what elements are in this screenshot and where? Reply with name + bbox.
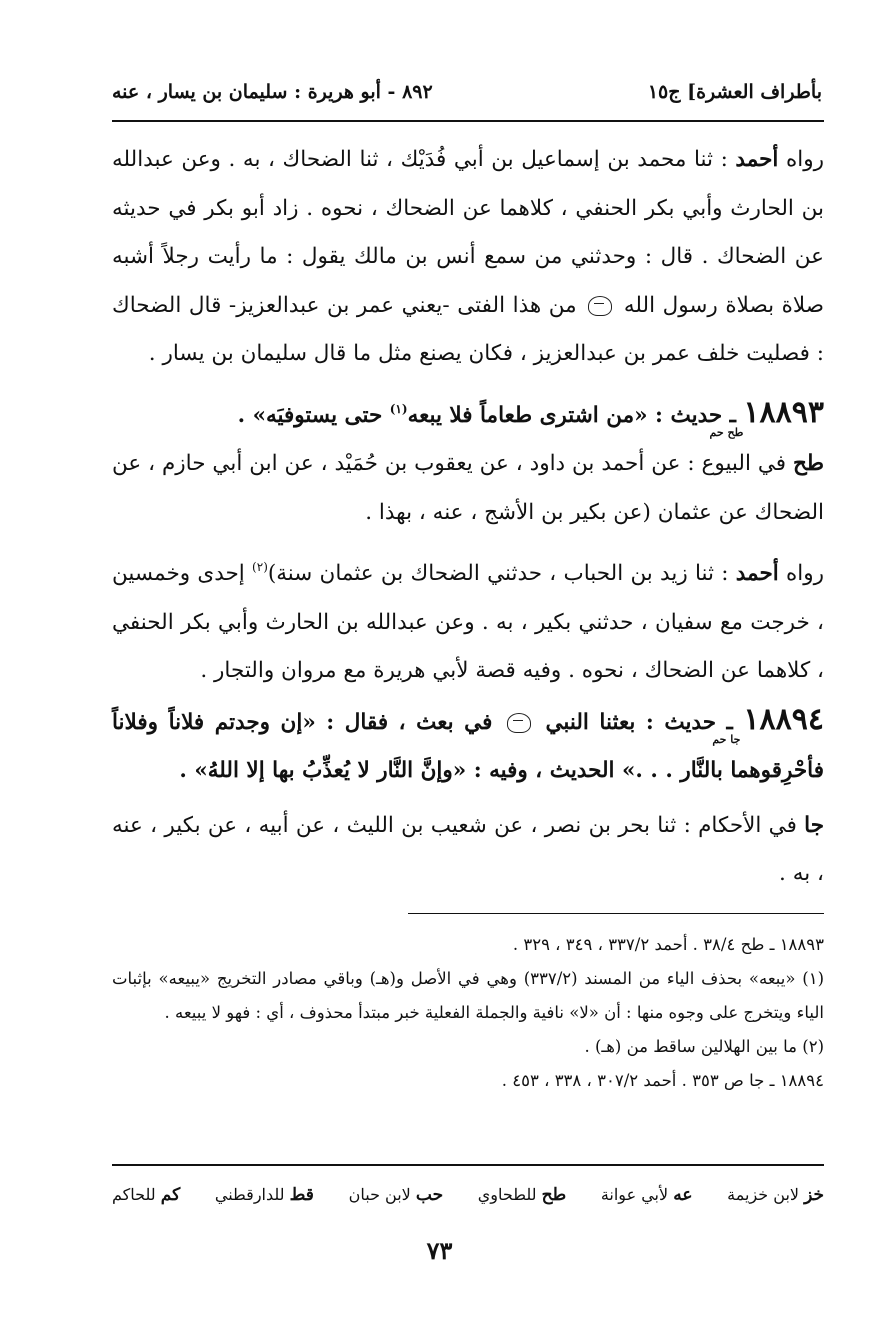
abbrev-item: خز لابن خزيمة (727, 1185, 824, 1205)
footnote-mark-2: (٢) (252, 560, 268, 574)
footnote-ref-18893: ١٨٨٩٣ ـ طح ٣٨/٤ . أحمد ٣٣٧/٢ ، ٣٤٩ ، ٣٢٩ . (512, 935, 824, 954)
running-head-title: بأطراف العشرة] ج١٥ (647, 81, 822, 103)
hadith-number: ١٨٨٩٣ (743, 394, 824, 430)
running-head-section: ٨٩٢ - أبو هريرة : سليمان بن يسار ، عنه (112, 81, 433, 103)
paragraph-ahmad-1: رواه أحمد : ثنا محمد بن إسماعيل بن أبي فُدَيْك ، ثنا الضحاك ، به . وعن عبدالله بن الحارث وأبي بكر الحنفي ، كلاهما عن الضحاك ، نحوه . زاد أبو بكر في حديثه عن الضحاك . قال : وحدثني من سمع أنس بن مالك يقول : ما رأيت رجلاً أشبه صلاة بصلاة رسول الله من هذا الفتى -يعني عمر بن عبدالعزيز- قال الضحاك : فصليت خلف عمر بن عبدالعزيز ، فكان يصنع مثل ما قال سليمان بن يسار . (112, 147, 825, 366)
paragraph-ahmad-2: رواه أحمد : ثنا زيد بن الحباب ، حدثني الضحاك بن عثمان سنة)$^{(٢)}$ إحدى وخمسين ، خرجت مع سفيان ، حدثني بكير ، به . وعن عبدالله بن الحارث وأبي بكر الحنفي ، كلاهما عن الضحاك ، نحوه . وفيه قصة لأبي هريرة مع مروان والتجار . (112, 560, 824, 683)
hadith-18894-heading: ١٨٨٩٤جا حم ـ حديث : بعثنا النبي في بعث ، فقال : «إن وجدتم فلاناً وفلاناً فأحْرِقوهما بالنَّار . . .» الحديث ، وفيه : «وإنَّ النَّار لا يُعذِّبُ بها إلا اللهُ» . (112, 701, 824, 783)
hadith-symbols: طح حم (709, 425, 744, 439)
hadith-18893-heading: ١٨٨٩٣طح حم ـ حديث : «من اشترى طعاماً فلا يبعه$^{(١)}$ حتى يستوفيَه» . (237, 394, 824, 439)
abbreviations-rule (112, 1164, 824, 1166)
source-tahawi: طح (793, 451, 824, 476)
hadith-symbols: جا حم (712, 732, 741, 746)
source-ahmad: أحمد (735, 147, 779, 172)
footnote-rule (408, 913, 824, 914)
header-rule (112, 120, 824, 122)
hadith-number: ١٨٨٩٤ (743, 701, 824, 737)
abbrev-item: طح للطحاوي (477, 1185, 567, 1205)
abbrev-item: عه لأبي عوانة (600, 1185, 693, 1205)
footnote-1: (١) «يبعه» بحذف الياء من المسند (٣٣٧/٢) وهي في الأصل و(هـ) وباقي مصادر التخريج «يبيعه» بإثبات الياء ويتخرج على وجوه منها : أن «لا» نافية والجملة الفعلية خبر مبتدأ محذوف ، أي : فهو لا يبيعه . (112, 969, 824, 1022)
footnote-2: (٢) ما بين الهلالين ساقط من (هـ) . (584, 1037, 824, 1056)
abbrev-item: كم للحاكم (112, 1185, 181, 1205)
salla-symbol-icon (588, 296, 612, 316)
abbrev-item: قط للدارقطني (214, 1185, 314, 1205)
paragraph-tahawi: طح في البيوع : عن أحمد بن داود ، عن يعقوب بن حُمَيْد ، عن ابن أبي حازم ، عن الضحاك عن عثمان (عن بكير بن الأشج ، عنه ، بهذا . (112, 451, 824, 525)
footnote-mark-1: (١) (389, 401, 408, 416)
salla-symbol-icon (507, 713, 531, 733)
footnote-ref-18894: ١٨٨٩٤ ـ جا ص ٣٥٣ . أحمد ٣٠٧/٢ ، ٣٣٨ ، ٤٥٣ . (501, 1071, 824, 1090)
source-ja: جا (804, 812, 824, 838)
running-head (112, 76, 822, 108)
abbreviations-key (112, 1178, 824, 1212)
paragraph-ibn-jarud: جا في الأحكام : ثنا بحر بن نصر ، عن شعيب بن الليث ، عن أبيه ، عن بكير ، عنه ، به . (112, 812, 824, 886)
main-text (112, 136, 824, 899)
footnotes (112, 928, 824, 1098)
source-ahmad-2: أحمد (735, 561, 779, 586)
abbrev-item: حب لابن حبان (348, 1185, 444, 1205)
page-number: ٧٣ (426, 1236, 453, 1265)
